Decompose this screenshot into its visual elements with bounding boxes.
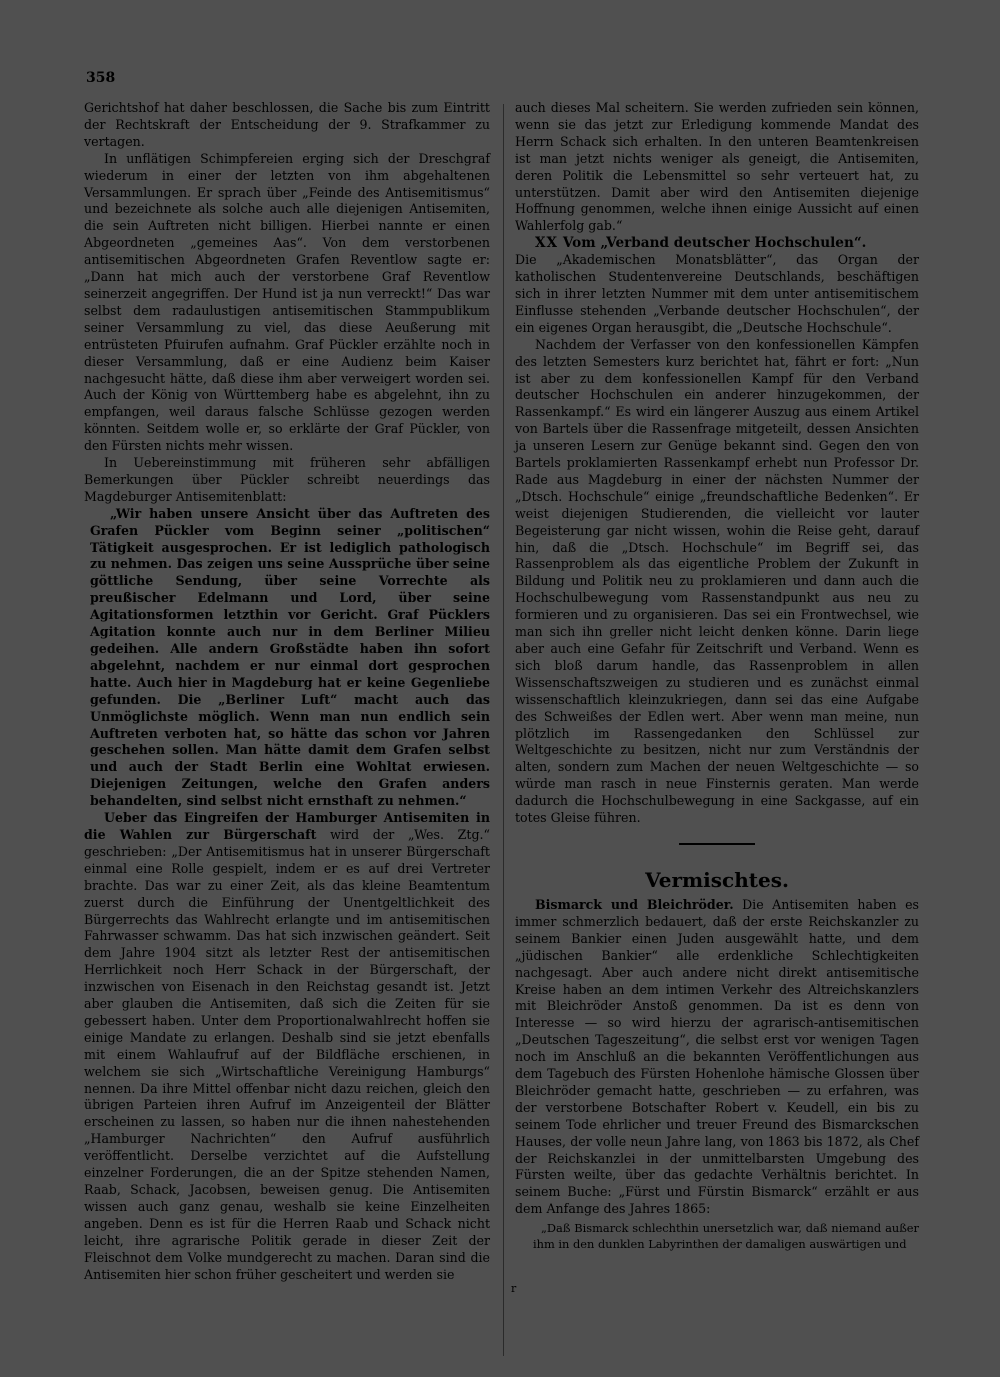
paragraph-hamburg bbox=[84, 810, 490, 1283]
cross-mark: XX bbox=[535, 235, 559, 252]
paragraph-bismarck-text: Die Antisemiten haben es immer schmerzlich bedauert, daß der erste Reichskanzler zu seinem Bankier einen Juden ausgewählt hatte, und dem „jüdischen Bankier“ alle erdenkliche Schlechtigkeiten nachgesagt. Aber auch andere nicht direkt antisemitische Kreise haben an dem intimen Verkehr des Altreichskanzlers mit Bleichröder Anstoß genommen. Da ist es denn von Interesse — so wird hierzu der agrarisch-antisemitischen „Deutschen Tageszeitung“, die selbst erst vor wenigen Tagen noch im Anschluß an die bekannten Veröffentlichungen aus dem Tagebuch des Fürsten Hohenlohe hämische Glossen über Bleichröder gemacht hatte, geschrieben — zu erfahren, was der verstorbene Botschafter Robert v. Keudell, ein bis zu seinem Tode ehrlicher und treuer Freund des Bismarckschen Hauses, der volle neun Jahre lang, von 1863 bis 1872, als Chef der Reichskanzlei in der unmittelbarsten Umgebung des Fürsten weilte, über das gedachte Verhältnis berichtet. In seinem Buche: „Fürst und Fürstin Bismarck“ erzählt er aus dem Anfange des Jahres 1865: bbox=[515, 896, 919, 1217]
margin-mark: r bbox=[511, 1282, 517, 1295]
paragraph-magdeburg-intro: In Uebereinstimmung mit früheren sehr abfälligen Bemerkungen über Pückler schreibt neuerdings das Magdeburger Antisemitenblatt: bbox=[84, 455, 490, 504]
heading-bismarck: Bismarck und Bleichröder. bbox=[535, 896, 734, 912]
heading-verband-text: Vom „Verband deutscher Hochschulen“. bbox=[562, 235, 867, 252]
paragraph-bismarck bbox=[515, 897, 919, 1218]
section-separator bbox=[679, 843, 755, 845]
page-number: 358 bbox=[86, 70, 116, 86]
quote-keudell bbox=[515, 1220, 919, 1252]
quote-text: „Wir haben unsere Ansicht über das Auftreten des Grafen Pückler vom Beginn seiner „politischen“ Tätigkeit ausgesprochen. Er ist lediglich pathologisch zu nehmen. Das zeigen uns seine Aussprüche über seine göttliche Sendung, über seine Vorrechte als preußischer Edelmann und Lord, über seine Agitationsformen letzthin vor Gericht. Graf Pücklers Agitation konnte auch nur in dem Berliner Milieu gedeihen. Alle andern Großstädte haben ihn sofort abgelehnt, nachdem er nur einmal dort gesprochen hatte. Auch hier in Magdeburg hat er keine Gegenliebe gefunden. Die „Berliner Luft“ macht auch das Unmöglichste möglich. Wenn man nun endlich sein Auftreten verboten hat, so hätte das schon vor Jahren geschehen sollen. Man hätte damit dem Grafen selbst und auch der Stadt Berlin eine Wohltat erwiesen. Diejenigen Zeitungen, welche den Grafen anders behandelten, sind selbst nicht ernsthaft zu nehmen.“ bbox=[90, 505, 490, 809]
column-divider bbox=[503, 104, 504, 1356]
heading-verband bbox=[515, 235, 919, 252]
left-column bbox=[84, 100, 490, 1283]
section-title-vermischtes: Vermischtes. bbox=[645, 867, 789, 892]
paragraph-hamburg-text: wird der „Wes. Ztg.“ geschrieben: „Der Antisemitismus hat in unserer Bürgerschaft einmal eine Rolle gespielt, indem er es auf drei Vertreter brachte. Das war zu einer Zeit, als das kleine Beamtentum zuerst durch die Einführung der Unentgeltlichkeit des Bürgerrechts das Wahlrecht erlangte und im antisemitischen Fahrwasser schwamm. Das hat sich inzwischen geändert. Seit dem Jahre 1904 sitzt als letzter Rest der antisemitischen Herrlichkeit noch Herr Schack in der Bürgerschaft, der inzwischen von Eisenach in den Reichstag gesandt ist. Jetzt aber glauben die Antisemiten, daß sich die Zeiten für sie gebessert haben. Unter dem Proportionalwahlrecht hoffen sie einige Mandate zu erlangen. Deshalb sind sie jetzt ebenfalls mit einem Wahlaufruf auf der Bildfläche erschienen, in welchem sie sich „Wirtschaftliche Vereinigung Hamburgs“ nennen. Da ihre Mittel offenbar nicht dazu reichen, gleich den übrigen Parteien ihren Aufruf im Anzeigenteil der Blätter erscheinen zu lassen, so haben nur die ihnen nahestehenden „Hamburger Nachrichten“ den Aufruf ausführlich veröffentlicht. Derselbe verzichtet auf die Aufstellung einzelner Forderungen, die an der Spitze stehenden Namen, Raab, Schack, Jacobsen, beweisen genug. Die Antisemiten wissen auch ganz genau, weshalb sie keine Einzelheiten angeben. Denn es ist für die Herren Raab und Schack nicht leicht, ihre agrarische Politik gerade in dieser Zeit der Fleischnot dem Volke mundgerecht zu machen. Daran sind die Antisemiten hier schon früher gescheitert und werden sie bbox=[84, 826, 490, 1282]
paragraph-hamburg-continued: auch dieses Mal scheitern. Sie werden zufrieden sein können, wenn sie das jetzt zur Erledigung kommende Mandat des Herrn Schack sich erhalten. In den unteren Beamtenkreisen ist man jetzt nichts weniger als geneigt, die Antisemiten, deren Politik die Lebensmittel so sehr verteuert hat, zu unterstützen. Damit aber wird den Antisemiten diejenige Hoffnung genommen, welche ihnen einige Aussicht auf einen Wahlerfolg gab.“ bbox=[515, 100, 919, 234]
paragraph-dreschgraf: In unflätigen Schimpfereien erging sich der Dreschgraf wiederum in einer der letzten von ihm abgehaltenen Versammlungen. Er sprach über „Feinde des Antisemitismus“ und bezeichnete als solche auch alle diejenigen Antisemiten, die sein Auftreten nicht billigen. Hierbei nannte er einen Abgeordneten „gemeines Aas“. Von dem verstorbenen antisemitischen Abgeordneten Grafen Reventlow sagte er: „Dann hat mich auch der verstorbene Graf Reventlow seinerzeit angegriffen. Der Hund ist ja nun verreckt!“ Das war selbst dem radaulustigen antisemitischen Stammpublikum seiner Versammlung zu viel, das diese Aeußerung mit entrüsteten Pfuirufen aufnahm. Graf Pückler erzählte noch in dieser Versammlung, daß er eine Audienz beim Kaiser nachgesucht hätte, daß diese ihm aber verweigert worden sei. Auch der König von Württemberg habe es abgelehnt, ihn zu empfangen, weil daraus falsche Schlüsse gezogen werden könnten. Seitdem wolle er, so erklärte der Graf Pückler, von den Fürsten nichts mehr wissen. bbox=[84, 150, 490, 454]
paragraph-rassenkampf: Nachdem der Verfasser von den konfessionellen Kämpfen des letzten Semesters kurz berichtet hat, fährt er fort: „Nun ist aber zu dem konfessionellen Kampf für den Verband deutscher Hochschulen ein anderer hinzugekommen, der Rassenkampf.“ Es wird ein längerer Auszug aus einem Artikel von Bartels über die Rassenfrage mitgeteilt, dessen Ansichten ja unseren Lesern zur Genüge bekannt sind. Gegen den von Bartels proklamierten Rassenkampf erhebt nun Professor Dr. Rade aus Magdeburg in einer der nächsten Nummer der „Dtsch. Hochschule“ einige „freundschaftliche Bedenken“. Er weist diejenigen Studierenden, die vielleicht vor lauter Begeisterung gar nicht wissen, wohin die Reise geht, darauf hin, daß die „Dtsch. Hochschule“ im Begriff sei, das Rassenproblem als das eigentliche Problem der Zukunft in Bildung und Politik neu zu proklamieren und dann auch die Hochschulbewegung vom Rassenstandpunkt aus neu zu formieren und zu organisieren. Das sei ein Frontwechsel, wie man sich ihn greller nicht leicht denken könne. Darin liege aber auch eine Gefahr für Zeitschrift und Verband. Wenn es sich bloß darum handle, das Rassenproblem in allen Wissenschaftszweigen zu studieren und es zunächst einmal wissenschaftlich kleinzukriegen, dann sei das eine Aufgabe des Schweißes der Edlen wert. Aber wenn man meine, nun plötzlich im Rassengedanken den Schlüssel zur Weltgeschichte zu besitzen, nicht nur zum Verständnis der alten, sondern zum Machen der neuen Weltgeschichte — so würde man rasch in neue Finsternis geraten. Man werde dadurch die Hochschulbewegung in eine Sackgasse, auf ein totes Gleise führen. bbox=[515, 336, 919, 826]
paragraph-court-decision: Gerichtshof hat daher beschlossen, die Sache bis zum Eintritt der Rechtskraft der Entscheidung der 9. Strafkammer zu vertagen. bbox=[84, 100, 490, 149]
quote-magdeburg-blatt bbox=[84, 506, 490, 810]
paragraph-akademische: Die „Akademischen Monatsblätter“, das Organ der katholischen Studentenvereine Deutschlands, beschäftigen sich in ihrer letzten Nummer mit dem unter antisemitischem Einflusse stehenden „Verbande deutscher Hochschulen“, der ein eigenes Organ herausgibt, die „Deutsche Hochschule“. bbox=[515, 252, 919, 335]
heading-hamburg: Ueber das Eingreifen der Hamburger Antisemiten in die Wahlen zur Bürgerschaft bbox=[84, 810, 490, 842]
right-column bbox=[515, 100, 919, 1252]
quote-keudell-text: „Daß Bismarck schlechthin unersetzlich war, daß niemand außer ihm in den dunklen Labyrinthen der damaligen auswärtigen und bbox=[533, 1221, 919, 1252]
